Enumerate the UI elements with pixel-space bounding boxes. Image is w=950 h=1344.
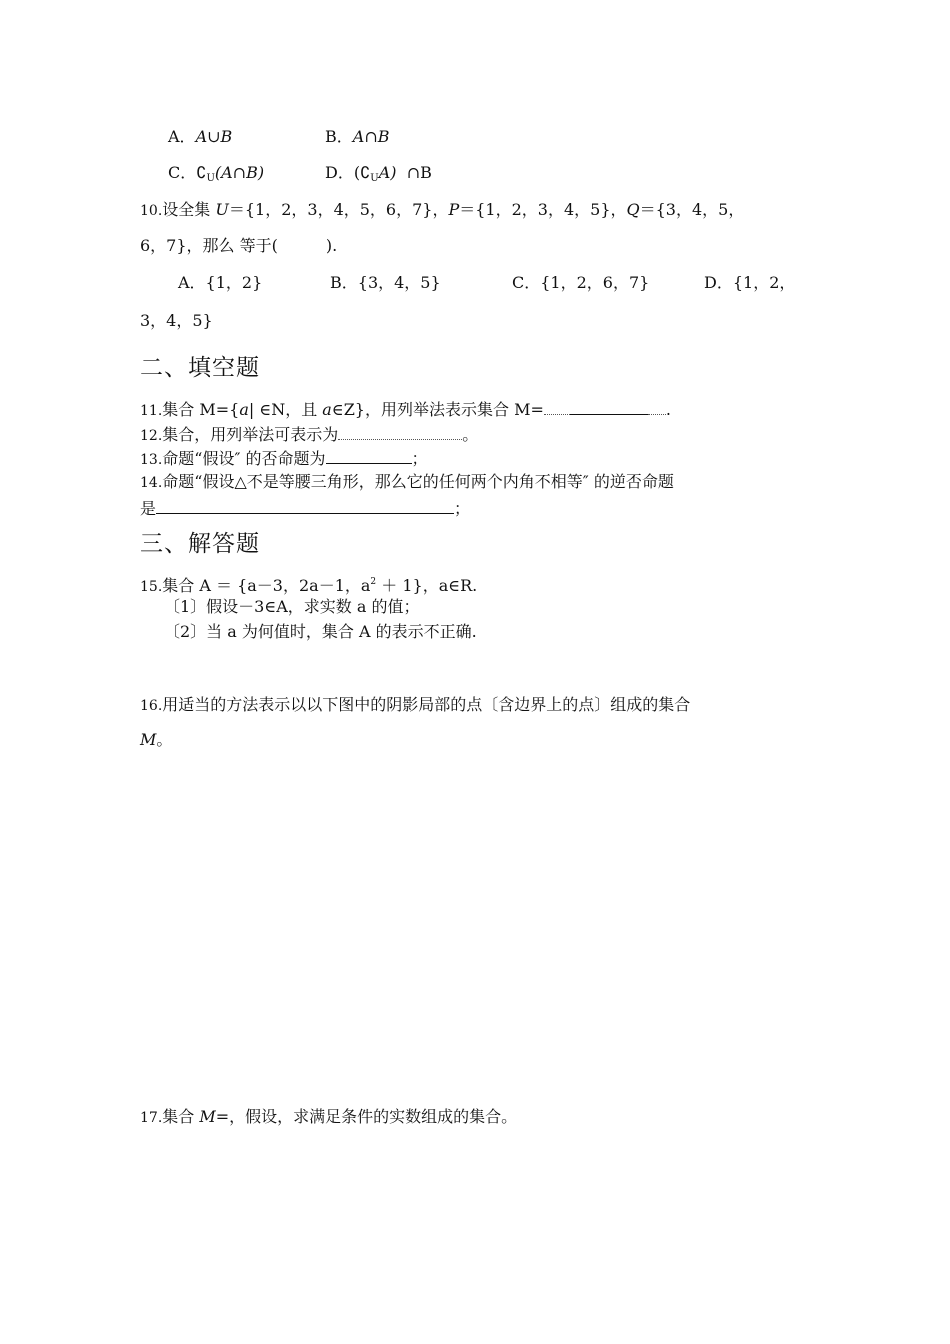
- q9-option-d-tail: ∩B: [406, 163, 432, 182]
- q15-text-b: ＋ 1}，a∈R.: [376, 576, 478, 595]
- q9-option-c-expr: (A∩B): [214, 163, 265, 182]
- q15-superscript: 2: [370, 577, 377, 587]
- q17-text-a: 集合: [162, 1107, 200, 1126]
- q14-line-1: [140, 472, 674, 493]
- q11-answer-blank[interactable]: [544, 398, 570, 415]
- q9-option-a: [168, 127, 232, 147]
- section-heading-fill-in: 二、填空题: [140, 355, 260, 381]
- q11-text-a: 集合 M={: [162, 400, 240, 419]
- q13-number: 13.: [140, 452, 163, 468]
- q9-option-d-label: D．: [325, 163, 354, 182]
- q9-option-c-label: C．: [168, 163, 197, 182]
- q9-option-c: [168, 163, 264, 189]
- q11-text-c: ∈Z}，用列举法表示集合 M=: [331, 400, 544, 419]
- q10-option-c: C．{1，2，6，7}: [512, 273, 650, 292]
- q11-text-b: | ∈N，且: [248, 400, 323, 419]
- q14-answer-blank[interactable]: [156, 497, 454, 514]
- q10-text-b: ＝{1，2，3，4，5，6，7}，: [228, 200, 449, 219]
- complement-symbol: ∁: [360, 163, 371, 182]
- q13-tail: ；: [411, 449, 428, 468]
- q13-text: 命题“假设″ 的否命题为: [162, 449, 326, 468]
- q11-answer-blank-end[interactable]: [648, 398, 666, 415]
- q17-text-b: =，假设，求满足条件的实数组成的集合。: [215, 1107, 518, 1126]
- q17-number: 17.: [140, 1110, 163, 1126]
- q12-number: 12.: [140, 428, 163, 444]
- q10-option-d: D．{1，2，: [704, 273, 796, 292]
- q14-line-2: [140, 497, 470, 519]
- q15-subquestion-1: 〔1〕假设－3∈A，求实数 a 的值；: [164, 597, 420, 616]
- q10-option-b: B．{3，4，5}: [330, 273, 441, 292]
- q16-line-2: [140, 730, 172, 750]
- q13-answer-blank[interactable]: [326, 447, 412, 464]
- q10-text-a: 设全集: [162, 200, 216, 219]
- q9-option-d-expr: A): [378, 163, 397, 182]
- q10-text-d: ＝{3，4，5，: [639, 200, 745, 219]
- q14-text: 命题“假设△不是等腰三角形，那么它的任何两个内角不相等″ 的逆否命题: [162, 472, 674, 491]
- q16-line-1: [140, 695, 690, 716]
- q14-line-2-text: 是: [140, 499, 157, 518]
- q12-answer-blank[interactable]: [338, 423, 462, 440]
- q10-var-u: U: [215, 200, 229, 219]
- q10-option-d-continued: 3，4，5}: [140, 311, 213, 330]
- q9-option-b-expr: A∩B: [352, 127, 390, 146]
- q9-option-b-label: B．: [325, 127, 353, 146]
- complement-subscript: U: [370, 173, 379, 184]
- q17: [140, 1107, 517, 1128]
- q9-option-a-label: A．: [168, 127, 196, 146]
- q9-option-a-expr: A∪B: [195, 127, 233, 146]
- q10-var-q: Q: [626, 200, 640, 219]
- q15-subquestion-2: 〔2〕当 a 为何值时，集合 A 的表示不正确.: [164, 622, 477, 641]
- q10-line-1: [140, 200, 744, 221]
- q17-var-m: M: [199, 1107, 216, 1126]
- q13: [140, 447, 428, 470]
- q10-number: 10.: [140, 203, 163, 219]
- q12-text: 集合，用列举法可表示为: [162, 425, 339, 444]
- complement-subscript: U: [206, 173, 215, 184]
- q16-tail: 。: [156, 730, 173, 749]
- q9-option-b: [325, 127, 389, 147]
- section-heading-solve: 三、解答题: [140, 531, 260, 557]
- q12-tail: 。: [462, 425, 479, 444]
- q11-tail: .: [665, 400, 671, 419]
- q14-tail: ；: [454, 499, 471, 518]
- q9-option-d-open: (: [353, 163, 361, 182]
- q9-option-d: [325, 163, 432, 189]
- q15-number: 15.: [140, 579, 163, 595]
- q15-text-a: 集合 A ＝ {a－3，2a－1，a: [162, 576, 371, 595]
- q11-answer-blank-solid[interactable]: [570, 398, 648, 415]
- q10-option-a: A．{1，2}: [178, 273, 263, 292]
- q16-number: 16.: [140, 698, 163, 714]
- q11-var-a: a: [239, 400, 249, 419]
- q10-text-c: ＝{1，2，3，4，5}，: [459, 200, 627, 219]
- q10-var-p: P: [448, 200, 460, 219]
- q12: [140, 423, 478, 446]
- q11-var-a2: a: [322, 400, 332, 419]
- q11-number: 11.: [140, 403, 163, 419]
- q10-line-2: 6，7}，那么 等于( ).: [140, 236, 338, 255]
- q16-var-m: M: [140, 730, 157, 749]
- q16-text: 用适当的方法表示以以下图中的阴影局部的点〔含边界上的点〕组成的集合: [162, 695, 691, 714]
- q15: [140, 572, 477, 597]
- q14-number: 14.: [140, 475, 163, 491]
- q11: [140, 398, 671, 421]
- complement-symbol: ∁: [196, 163, 207, 182]
